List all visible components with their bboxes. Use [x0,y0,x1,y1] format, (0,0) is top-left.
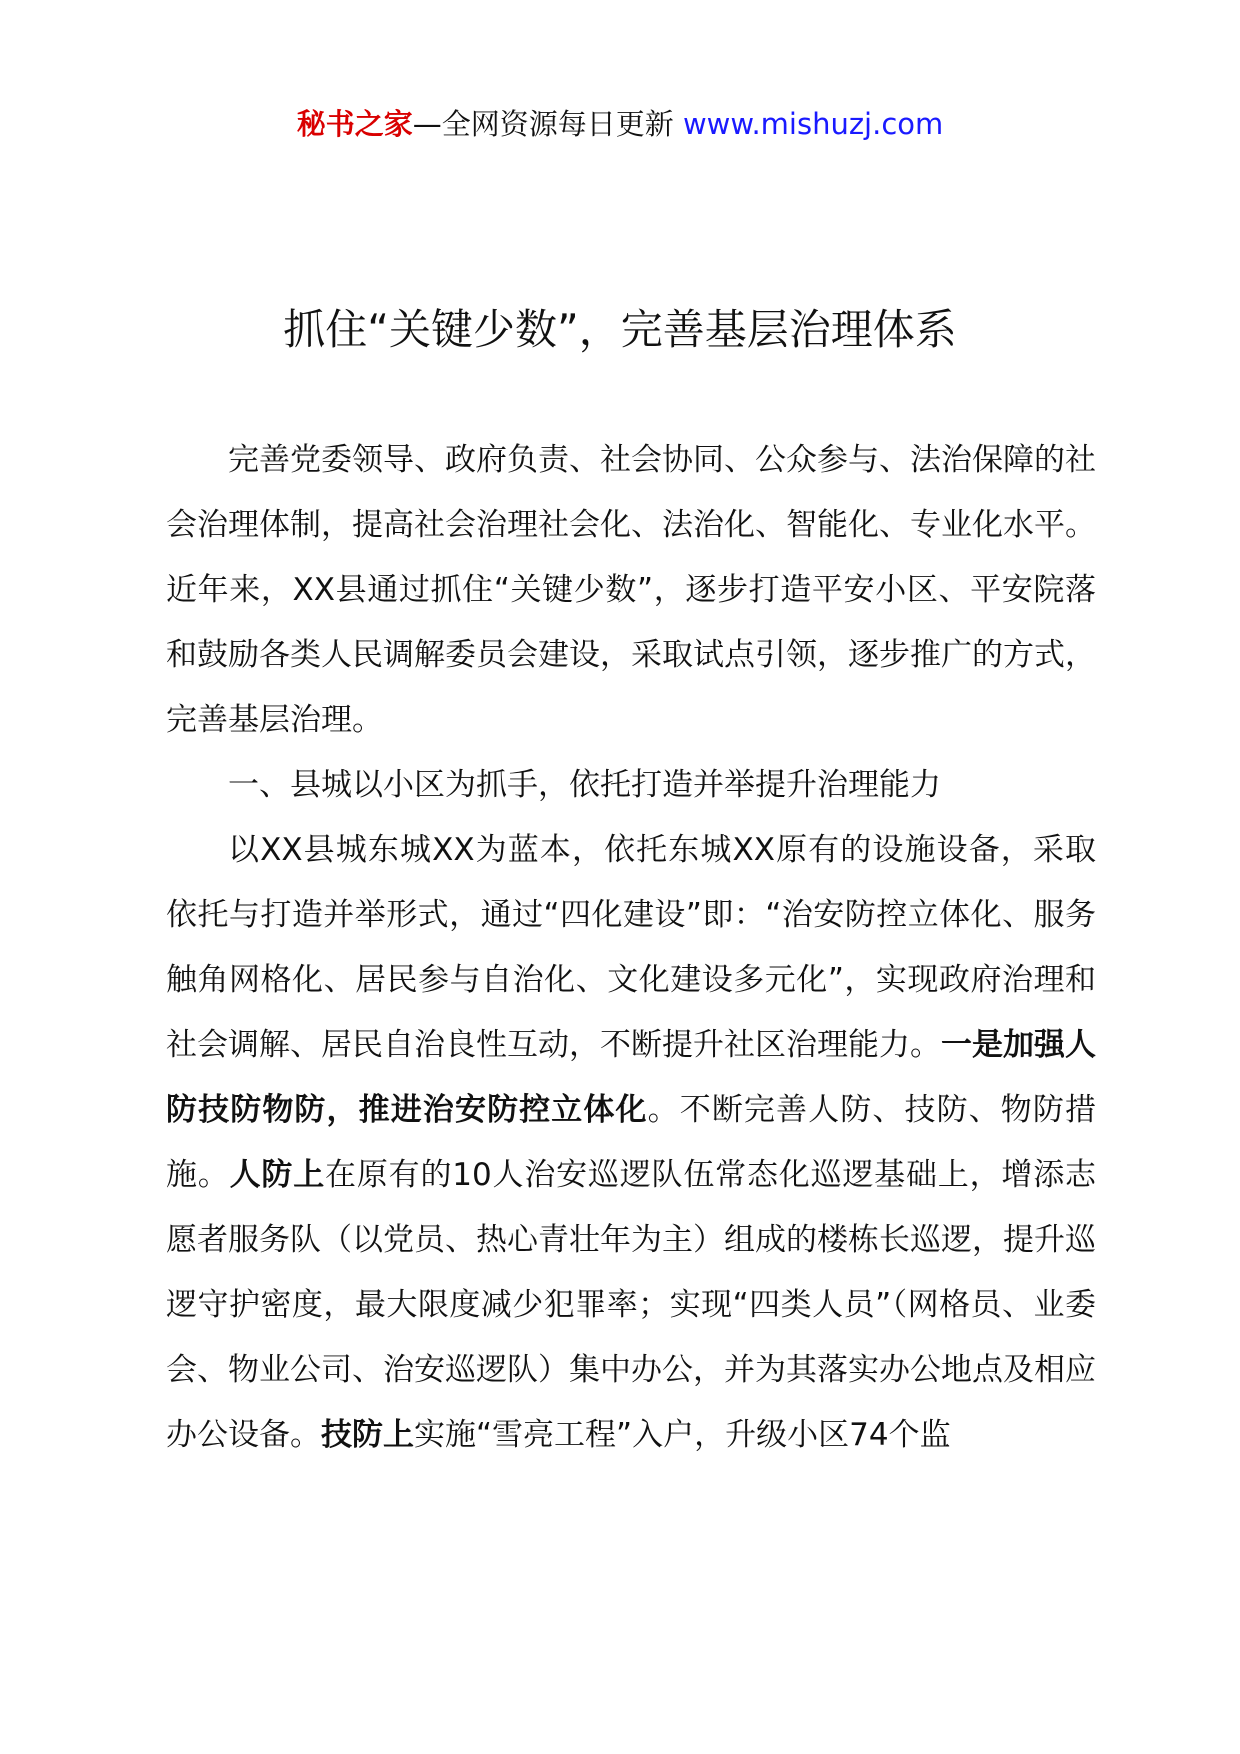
brand-name: 秘书之家 [296,107,413,141]
section-paragraph [166,818,1096,1468]
paragraph-text: 实施“雪亮工程”入户，升级小区74个监 [414,1417,951,1453]
page-header [0,104,1240,144]
document-title: 抓住“关键少数”，完善基层治理体系 [283,305,957,354]
header-tagline: —全网资源每日更新 [412,107,674,141]
emphasis-text: 技防上 [321,1417,414,1453]
paragraph-text: 。不断完善人防、技防、物防措施。 [166,1092,1097,1193]
emphasis-text: 一是加强人防技防物防，推进治安防控立体化 [166,1027,1096,1128]
document-body [166,428,1096,1468]
site-url-link[interactable]: www.mishuzj.com [682,107,944,141]
paragraph-text: 在原有的10人治安巡逻队伍常态化巡逻基础上，增添志愿者服务队（以党员、热心青壮年为主）组成的楼栋长巡逻，提升巡逻守护密度，最大限度减少犯罪率；实现“四类人员”（网格员、业委会、物业公司、治安巡逻队）集中办公，并为其落实办公地点及相应办公设备。 [166,1157,1097,1453]
section-heading: 一、县城以小区为抓手，依托打造并举提升治理能力 [228,767,941,803]
paragraph-text: 以XX县城东城XX为蓝本，依托东城XX原有的设施设备，采取依托与打造并举形式，通过“四化建设”即：“治安防控立体化、服务触角网格化、居民参与自治化、文化建设多元化”，实现政府治理和社会调解、居民自治良性互动，不断提升社区治理能力。 [166,832,1096,1063]
emphasis-text: 人防上 [229,1157,326,1193]
intro-paragraph: 完善党委领导、政府负责、社会协同、公众参与、法治保障的社会治理体制，提高社会治理社会化、法治化、智能化、专业化水平。近年来，XX县通过抓住“关键少数”，逐步打造平安小区、平安院落和鼓励各类人民调解委员会建设，采取试点引领，逐步推广的方式，完善基层治理。 [166,442,1096,738]
